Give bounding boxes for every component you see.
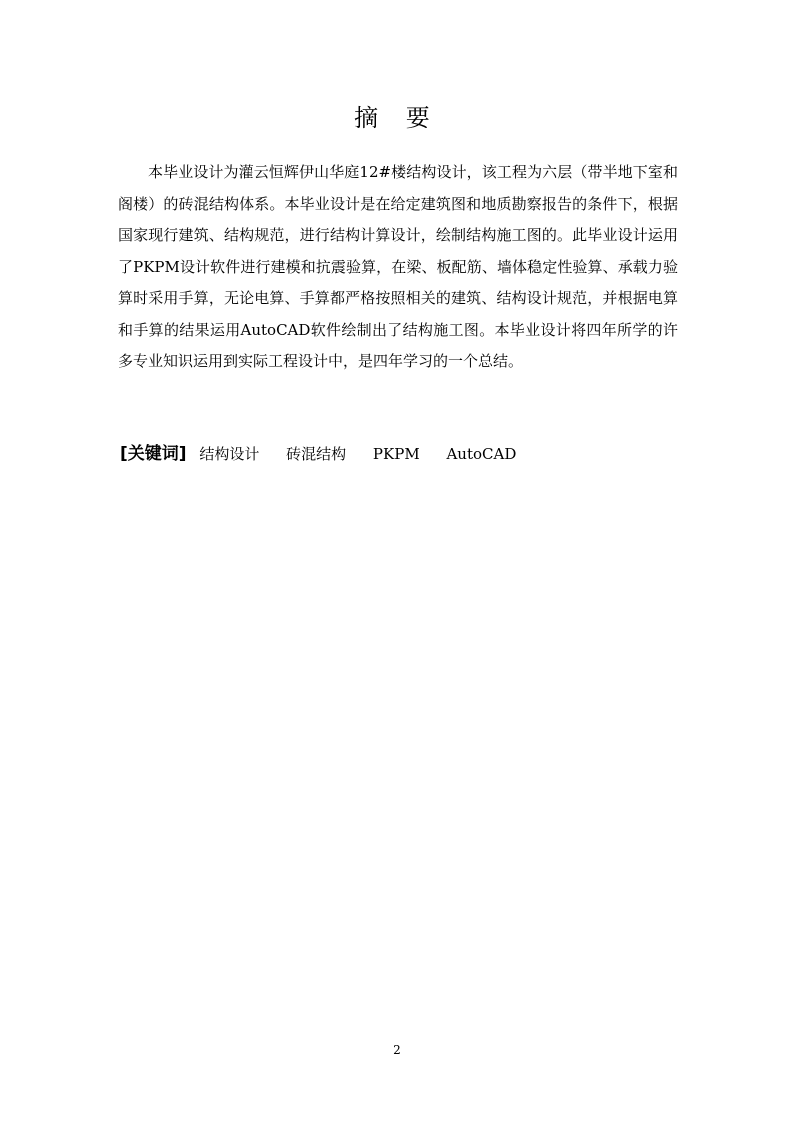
keyword-item: 结构设计 <box>199 445 260 463</box>
keyword-item: 砖混结构 <box>286 445 347 463</box>
keywords-label: [关键词] <box>120 444 187 464</box>
keyword-item: PKPM <box>372 445 420 463</box>
abstract-title: 摘 要 <box>354 104 440 132</box>
keywords-line <box>120 440 680 468</box>
keyword-item: AutoCAD <box>446 445 517 463</box>
page-number: 2 <box>393 1043 401 1057</box>
abstract-body: 本毕业设计为灌云恒辉伊山华庭12#楼结构设计，该工程为六层（带半地下室和阁楼）的砖混结构体系。本毕业设计是在给定建筑图和地质勘察报告的条件下，根据国家现行建筑、结构规范，进行结构计算设计，绘制结构施工图的。此毕业设计运用了PKPM设计软件进行建模和抗震验算，在梁、板配筋、墙体稳定性验算、承载力验算时采用手算，无论电算、手算都严格按照相关的建筑、结构设计规范，并根据电算和手算的结果运用AutoCAD软件绘制出了结构施工图。本毕业设计将四年所学的许多专业知识运用到实际工程设计中，是四年学习的一个总结。 <box>118 163 678 370</box>
